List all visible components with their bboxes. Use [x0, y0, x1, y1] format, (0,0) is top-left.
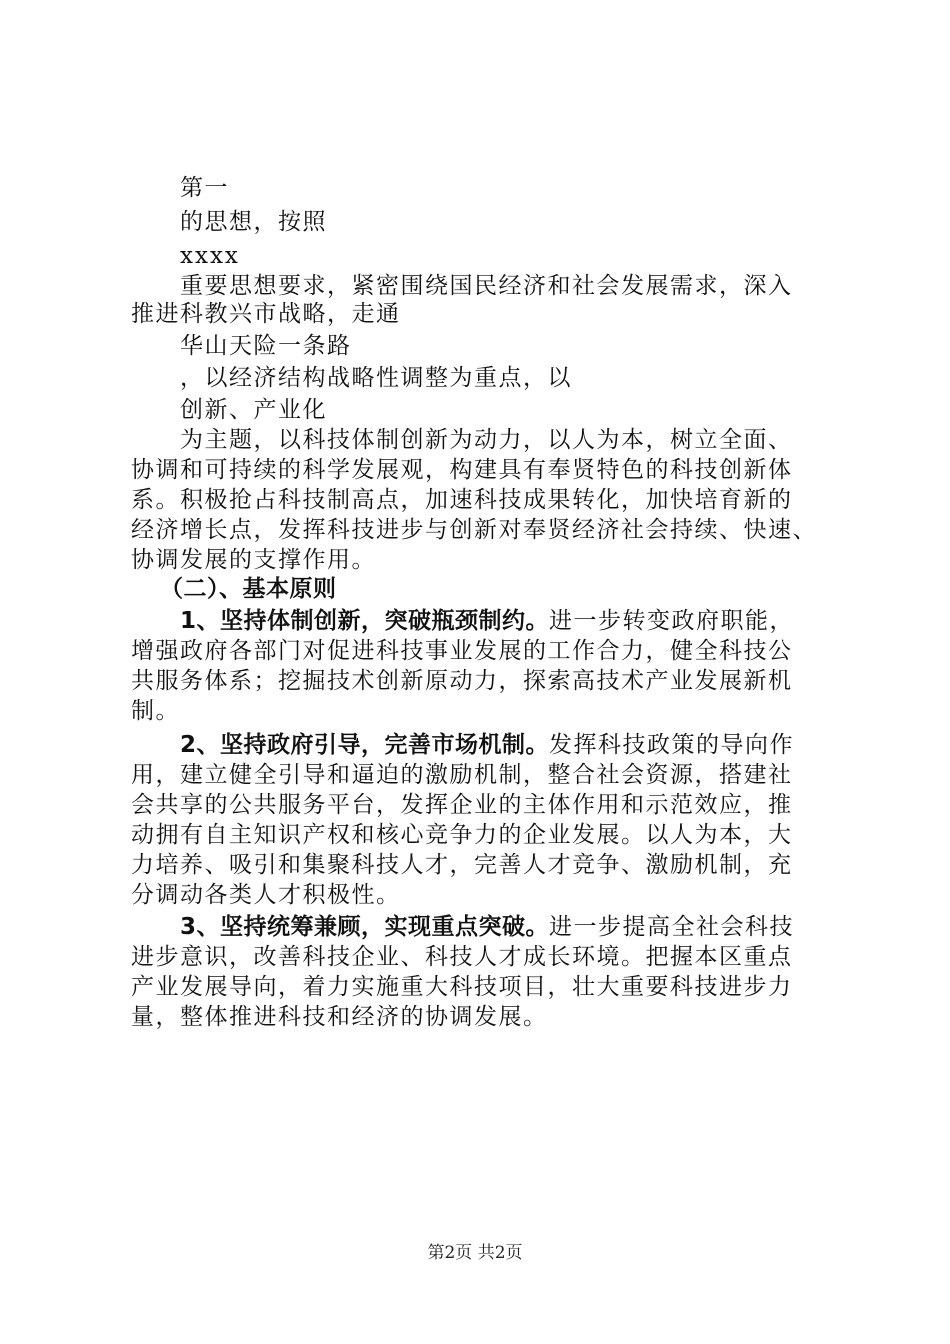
paragraph-line: 为主题，以科技体制创新为动力，以人为本，树立全面、: [180, 427, 793, 453]
paragraph-line: 产业发展导向，着力实施重大科技项目，壮大重要科技进步力: [131, 974, 793, 1000]
paragraph-line: 增强政府各部门对促进科技事业发展的工作合力，健全科技公: [131, 638, 793, 664]
principle-first-line: [180, 729, 794, 761]
principle-text: 进一步转变政府职能，: [549, 608, 795, 634]
principle-title: 3、坚持统筹兼顾，实现重点突破。: [180, 914, 550, 940]
paragraph-line: 力培养、吸引和集聚科技人才，完善人才竞争、激励机制，充: [131, 852, 793, 878]
paragraph-line: 系。积极抢占科技制高点，加速科技成果转化，加快培育新的: [131, 487, 793, 513]
principle-title: 1、坚持体制创新，突破瓶颈制约。: [180, 608, 550, 634]
paragraph-line: 共服务体系；挖掘技术创新原动力，探索高技术产业发展新机: [131, 668, 793, 694]
paragraph-line: 推进科教兴市战略，走通: [131, 301, 401, 327]
text-fragment: 第一: [180, 175, 229, 201]
paragraph-line: 用，建立健全引导和逼迫的激励机制，整合社会资源，搭建社: [131, 762, 793, 788]
text-fragment: 的思想，按照: [180, 209, 327, 235]
paragraph-line: 制。: [131, 698, 180, 724]
text-fragment: 华山天险一条路: [180, 333, 352, 359]
paragraph-line: 重要思想要求，紧密围绕国民经济和社会发展需求，深入: [180, 273, 793, 299]
principle-first-line: [180, 911, 794, 943]
text-fragment: 创新、产业化: [180, 397, 327, 423]
paragraph-line: 会共享的公共服务平台，发挥企业的主体作用和示范效应，推: [131, 792, 793, 818]
text-fragment: xxxx: [180, 243, 240, 269]
paragraph-line: 量，整体推进科技和经济的协调发展。: [131, 1004, 548, 1030]
paragraph-line: 进步意识，改善科技企业、科技人才成长环境。把握本区重点: [131, 944, 793, 970]
paragraph-line: 协调发展的支撑作用。: [131, 547, 376, 573]
paragraph-line: 动拥有自主知识产权和核心竞争力的企业发展。以人为本，大: [131, 822, 793, 848]
page-footer: 第2页 共2页: [427, 1243, 523, 1263]
principle-title: 2、坚持政府引导，完善市场机制。: [180, 732, 550, 758]
paragraph-line: 协调和可持续的科学发展观，构建具有奉贤特色的科技创新体: [131, 457, 793, 483]
text-fragment: ，以经济结构战略性调整为重点，以: [180, 365, 572, 391]
principle-first-line: [180, 605, 794, 637]
principle-text: 发挥科技政策的导向作: [549, 732, 795, 758]
paragraph-line: 经济增长点，发挥科技进步与创新对奉贤经济社会持续、快速、: [131, 517, 817, 543]
paragraph-line: 分调动各类人才积极性。: [131, 882, 401, 908]
section-heading: （二）、基本原则: [160, 576, 337, 602]
principle-text: 进一步提高全社会科技: [549, 914, 795, 940]
